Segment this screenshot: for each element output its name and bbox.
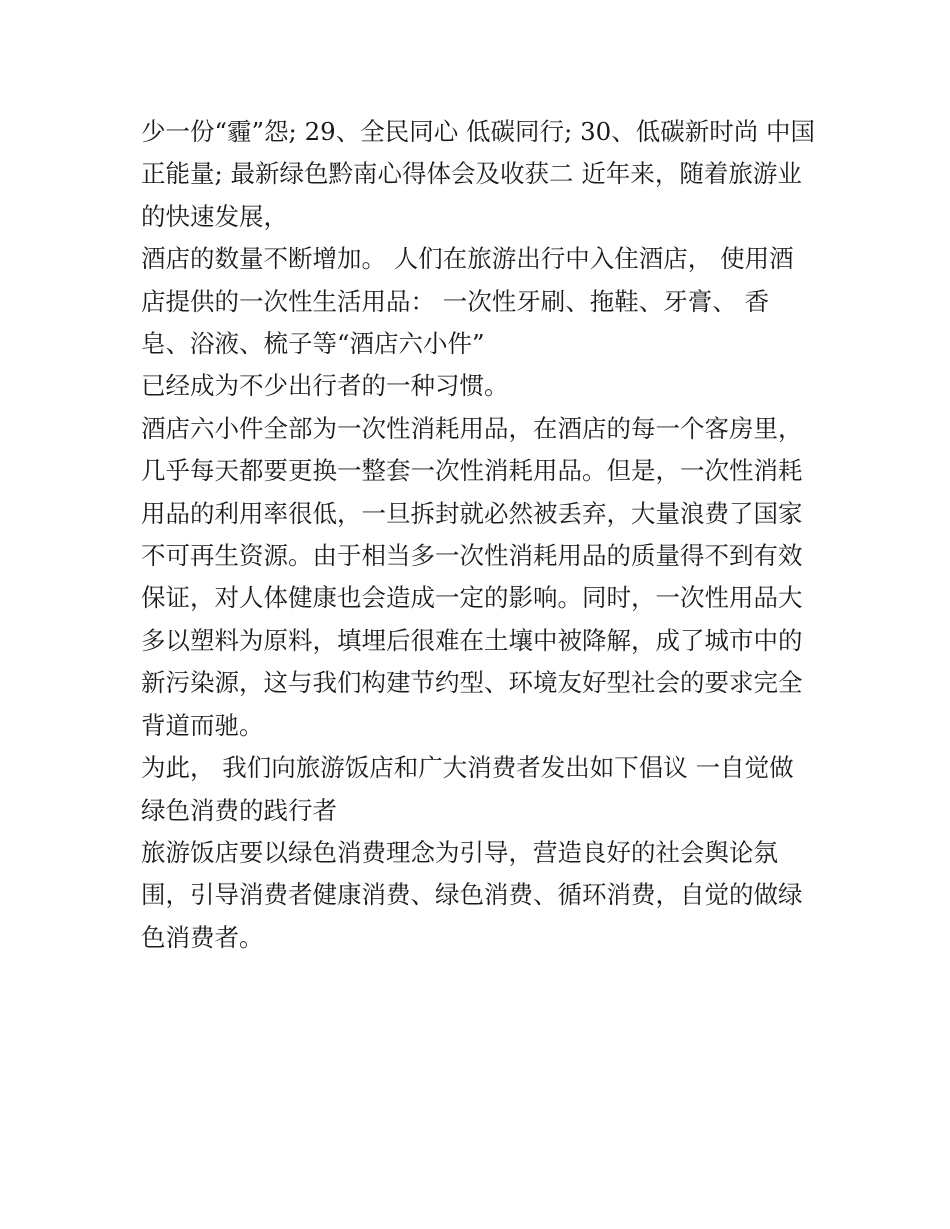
text-line: 已经成为不少出行者的一种习惯。 bbox=[141, 371, 509, 401]
paragraph-4 bbox=[141, 408, 813, 747]
text-line: 背道而驰。 bbox=[141, 710, 264, 740]
paragraph-6 bbox=[141, 832, 813, 959]
paragraph-1 bbox=[141, 111, 816, 238]
text-line: 不可再生资源。由于相当多一次性消耗用品的质量得不到有效 bbox=[141, 541, 803, 571]
text-line: 的快速发展， bbox=[141, 201, 288, 231]
text-line: 绿色消费的践行者 bbox=[141, 795, 337, 825]
paragraph-3 bbox=[141, 365, 813, 407]
text-line: 围，引导消费者健康消费、绿色消费、循环消费，自觉的做绿 bbox=[141, 880, 803, 910]
text-line: 为此， 我们向旅游饭店和广大消费者发出如下倡议 一自觉做 bbox=[141, 753, 794, 783]
text-line: 保证，对人体健康也会造成一定的影响。同时，一次性用品大 bbox=[141, 583, 803, 613]
text-line: 用品的利用率很低，一旦拆封就必然被丢弃，大量浪费了国家 bbox=[141, 498, 803, 528]
text-line: 正能量; 最新绿色黔南心得体会及收获二 近年来，随着旅游业 bbox=[141, 159, 802, 189]
paragraph-5 bbox=[141, 747, 813, 832]
text-line: 少一份“霾”怨; 29、全民同心 低碳同行; 30、低碳新时尚 中国 bbox=[141, 117, 816, 146]
text-line: 新污染源，这与我们构建节约型、环境友好型社会的要求完全 bbox=[141, 668, 803, 698]
document-body bbox=[141, 111, 816, 959]
text-line: 皂、浴液、梳子等“酒店六小件” bbox=[141, 329, 485, 359]
text-line: 酒店六小件全部为一次性消耗用品，在酒店的每一个客房里， bbox=[141, 413, 803, 443]
text-line: 色消费者。 bbox=[141, 922, 264, 952]
text-line: 酒店的数量不断增加。 人们在旅游出行中入住酒店， 使用酒 bbox=[141, 244, 794, 274]
paragraph-2 bbox=[141, 238, 813, 365]
text-line: 多以塑料为原料，填埋后很难在土壤中被降解，成了城市中的 bbox=[141, 625, 803, 655]
text-line: 旅游饭店要以绿色消费理念为引导，营造良好的社会舆论氛 bbox=[141, 837, 778, 867]
text-line: 几乎每天都要更换一整套一次性消耗用品。但是，一次性消耗 bbox=[141, 456, 803, 486]
text-line: 店提供的一次性生活用品： 一次性牙刷、拖鞋、牙膏、 香 bbox=[141, 286, 770, 316]
